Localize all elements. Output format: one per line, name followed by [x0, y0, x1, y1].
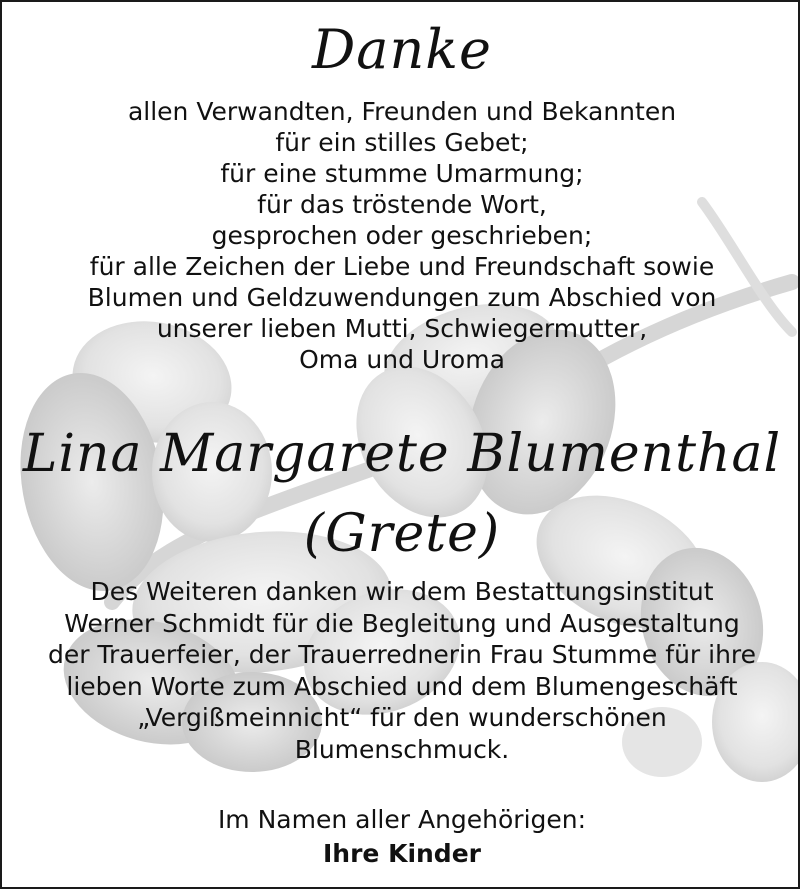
intro-line: Blumen und Geldzuwendungen zum Abschied von	[87, 283, 717, 312]
deceased-name: Lina Margarete Blumenthal	[22, 424, 782, 484]
intro-line: gesprochen oder geschrieben;	[211, 221, 593, 250]
thanks-line: Werner Schmidt für die Begleitung und Ausgestaltung	[64, 608, 740, 638]
thanks-line: Des Weiteren danken wir dem Bestattungsinstitut	[90, 577, 714, 606]
deceased-nickname: (Grete)	[303, 504, 501, 564]
closing-line: Im Namen aller Angehörigen:	[217, 805, 587, 834]
intro-line: für das tröstende Wort,	[257, 190, 547, 219]
intro-text	[2, 96, 800, 375]
intro-line: unserer lieben Mutti, Schwiegermutter,	[156, 314, 648, 343]
intro-line: für eine stumme Umarmung;	[220, 159, 584, 188]
thanks-line: lieben Worte zum Abschied und dem Blumengeschäft	[66, 671, 738, 701]
intro-line: für alle Zeichen der Liebe und Freundschaft sowie	[89, 252, 715, 281]
notice-content	[2, 2, 800, 889]
heading: Danke	[312, 18, 492, 81]
thanks-line: Blumenschmuck.	[294, 734, 510, 764]
signature: Ihre Kinder	[322, 839, 481, 868]
thanks-text	[2, 576, 800, 765]
intro-line: für ein stilles Gebet;	[275, 128, 529, 157]
intro-line: allen Verwandten, Freunden und Bekannten	[127, 97, 677, 126]
thanks-line: „Vergißmeinnicht“ für den wunderschönen	[137, 703, 667, 732]
thanks-line: der Trauerfeier, der Trauerrednerin Frau Stumme für ihre	[47, 640, 757, 669]
intro-line: Oma und Uroma	[299, 345, 505, 374]
